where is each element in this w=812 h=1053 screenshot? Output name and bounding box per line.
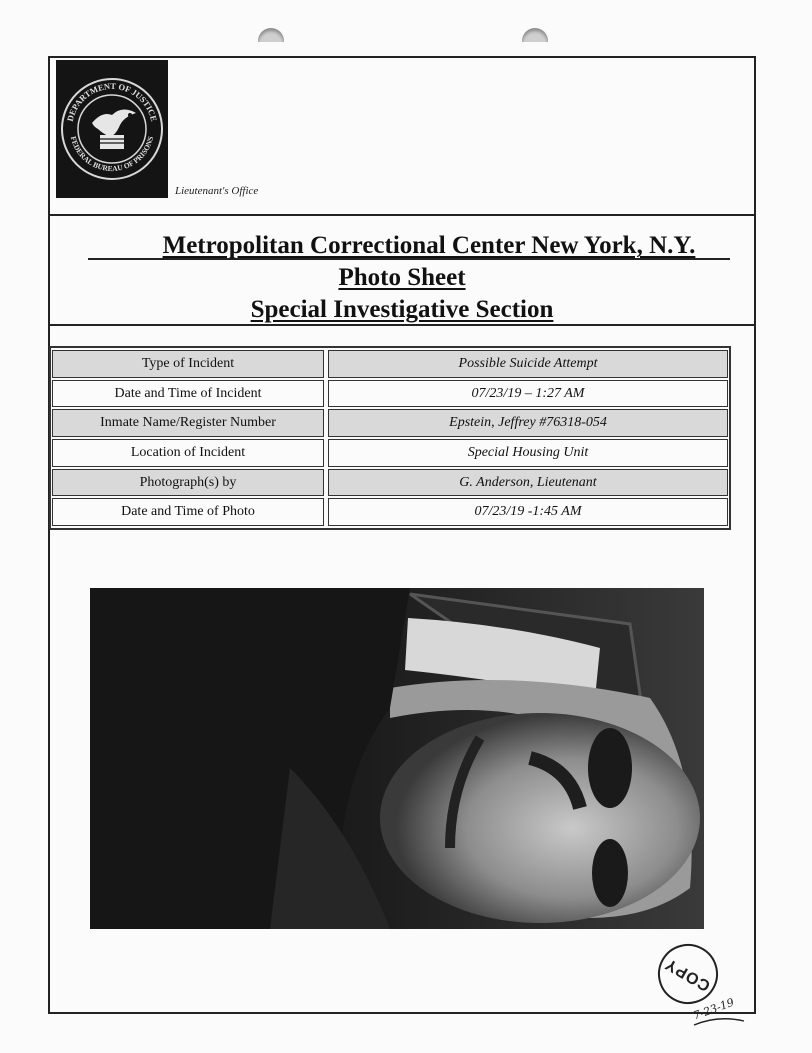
row-label: Type of Incident — [52, 350, 324, 378]
svg-text:7-23-19: 7-23-19 — [691, 995, 736, 1023]
doj-bop-seal — [56, 60, 168, 198]
section-title: Special Investigative Section — [250, 296, 554, 323]
table-row — [52, 350, 728, 378]
seal-emblem-icon — [58, 75, 166, 183]
incident-photograph — [90, 588, 704, 929]
table-row — [52, 409, 728, 437]
row-value: Special Housing Unit — [328, 439, 728, 467]
row-label: Inmate Name/Register Number — [52, 409, 324, 437]
punch-hole-left — [258, 28, 284, 42]
table-row — [52, 439, 728, 467]
handwritten-date — [688, 985, 748, 1029]
table-row — [52, 380, 728, 408]
copy-stamp: COPY — [647, 933, 729, 1015]
table-row — [52, 498, 728, 526]
table-row — [52, 469, 728, 497]
facility-title: Metropolitan Correctional Center New York, N.Y. — [162, 232, 696, 259]
row-value: 07/23/19 -1:45 AM — [328, 498, 728, 526]
sheet-title: Photo Sheet — [338, 264, 466, 291]
row-label: Location of Incident — [52, 439, 324, 467]
seal-bottom-text: FEDERAL BUREAU OF PRISONS — [68, 135, 156, 174]
letterhead — [48, 56, 756, 216]
row-label: Date and Time of Photo — [52, 498, 324, 526]
row-label: Photograph(s) by — [52, 469, 324, 497]
row-value: G. Anderson, Lieutenant — [328, 469, 728, 497]
punch-hole-right — [522, 28, 548, 42]
photo-image — [90, 588, 704, 929]
title-block — [48, 216, 756, 326]
row-label: Date and Time of Incident — [52, 380, 324, 408]
incident-table — [49, 346, 731, 530]
row-value: Epstein, Jeffrey #76318-054 — [328, 409, 728, 437]
seal-top-text: DEPARTMENT OF JUSTICE — [64, 80, 160, 123]
office-label: Lieutenant's Office — [175, 185, 259, 197]
row-value: 07/23/19 – 1:27 AM — [328, 380, 728, 408]
row-value: Possible Suicide Attempt — [328, 350, 728, 378]
